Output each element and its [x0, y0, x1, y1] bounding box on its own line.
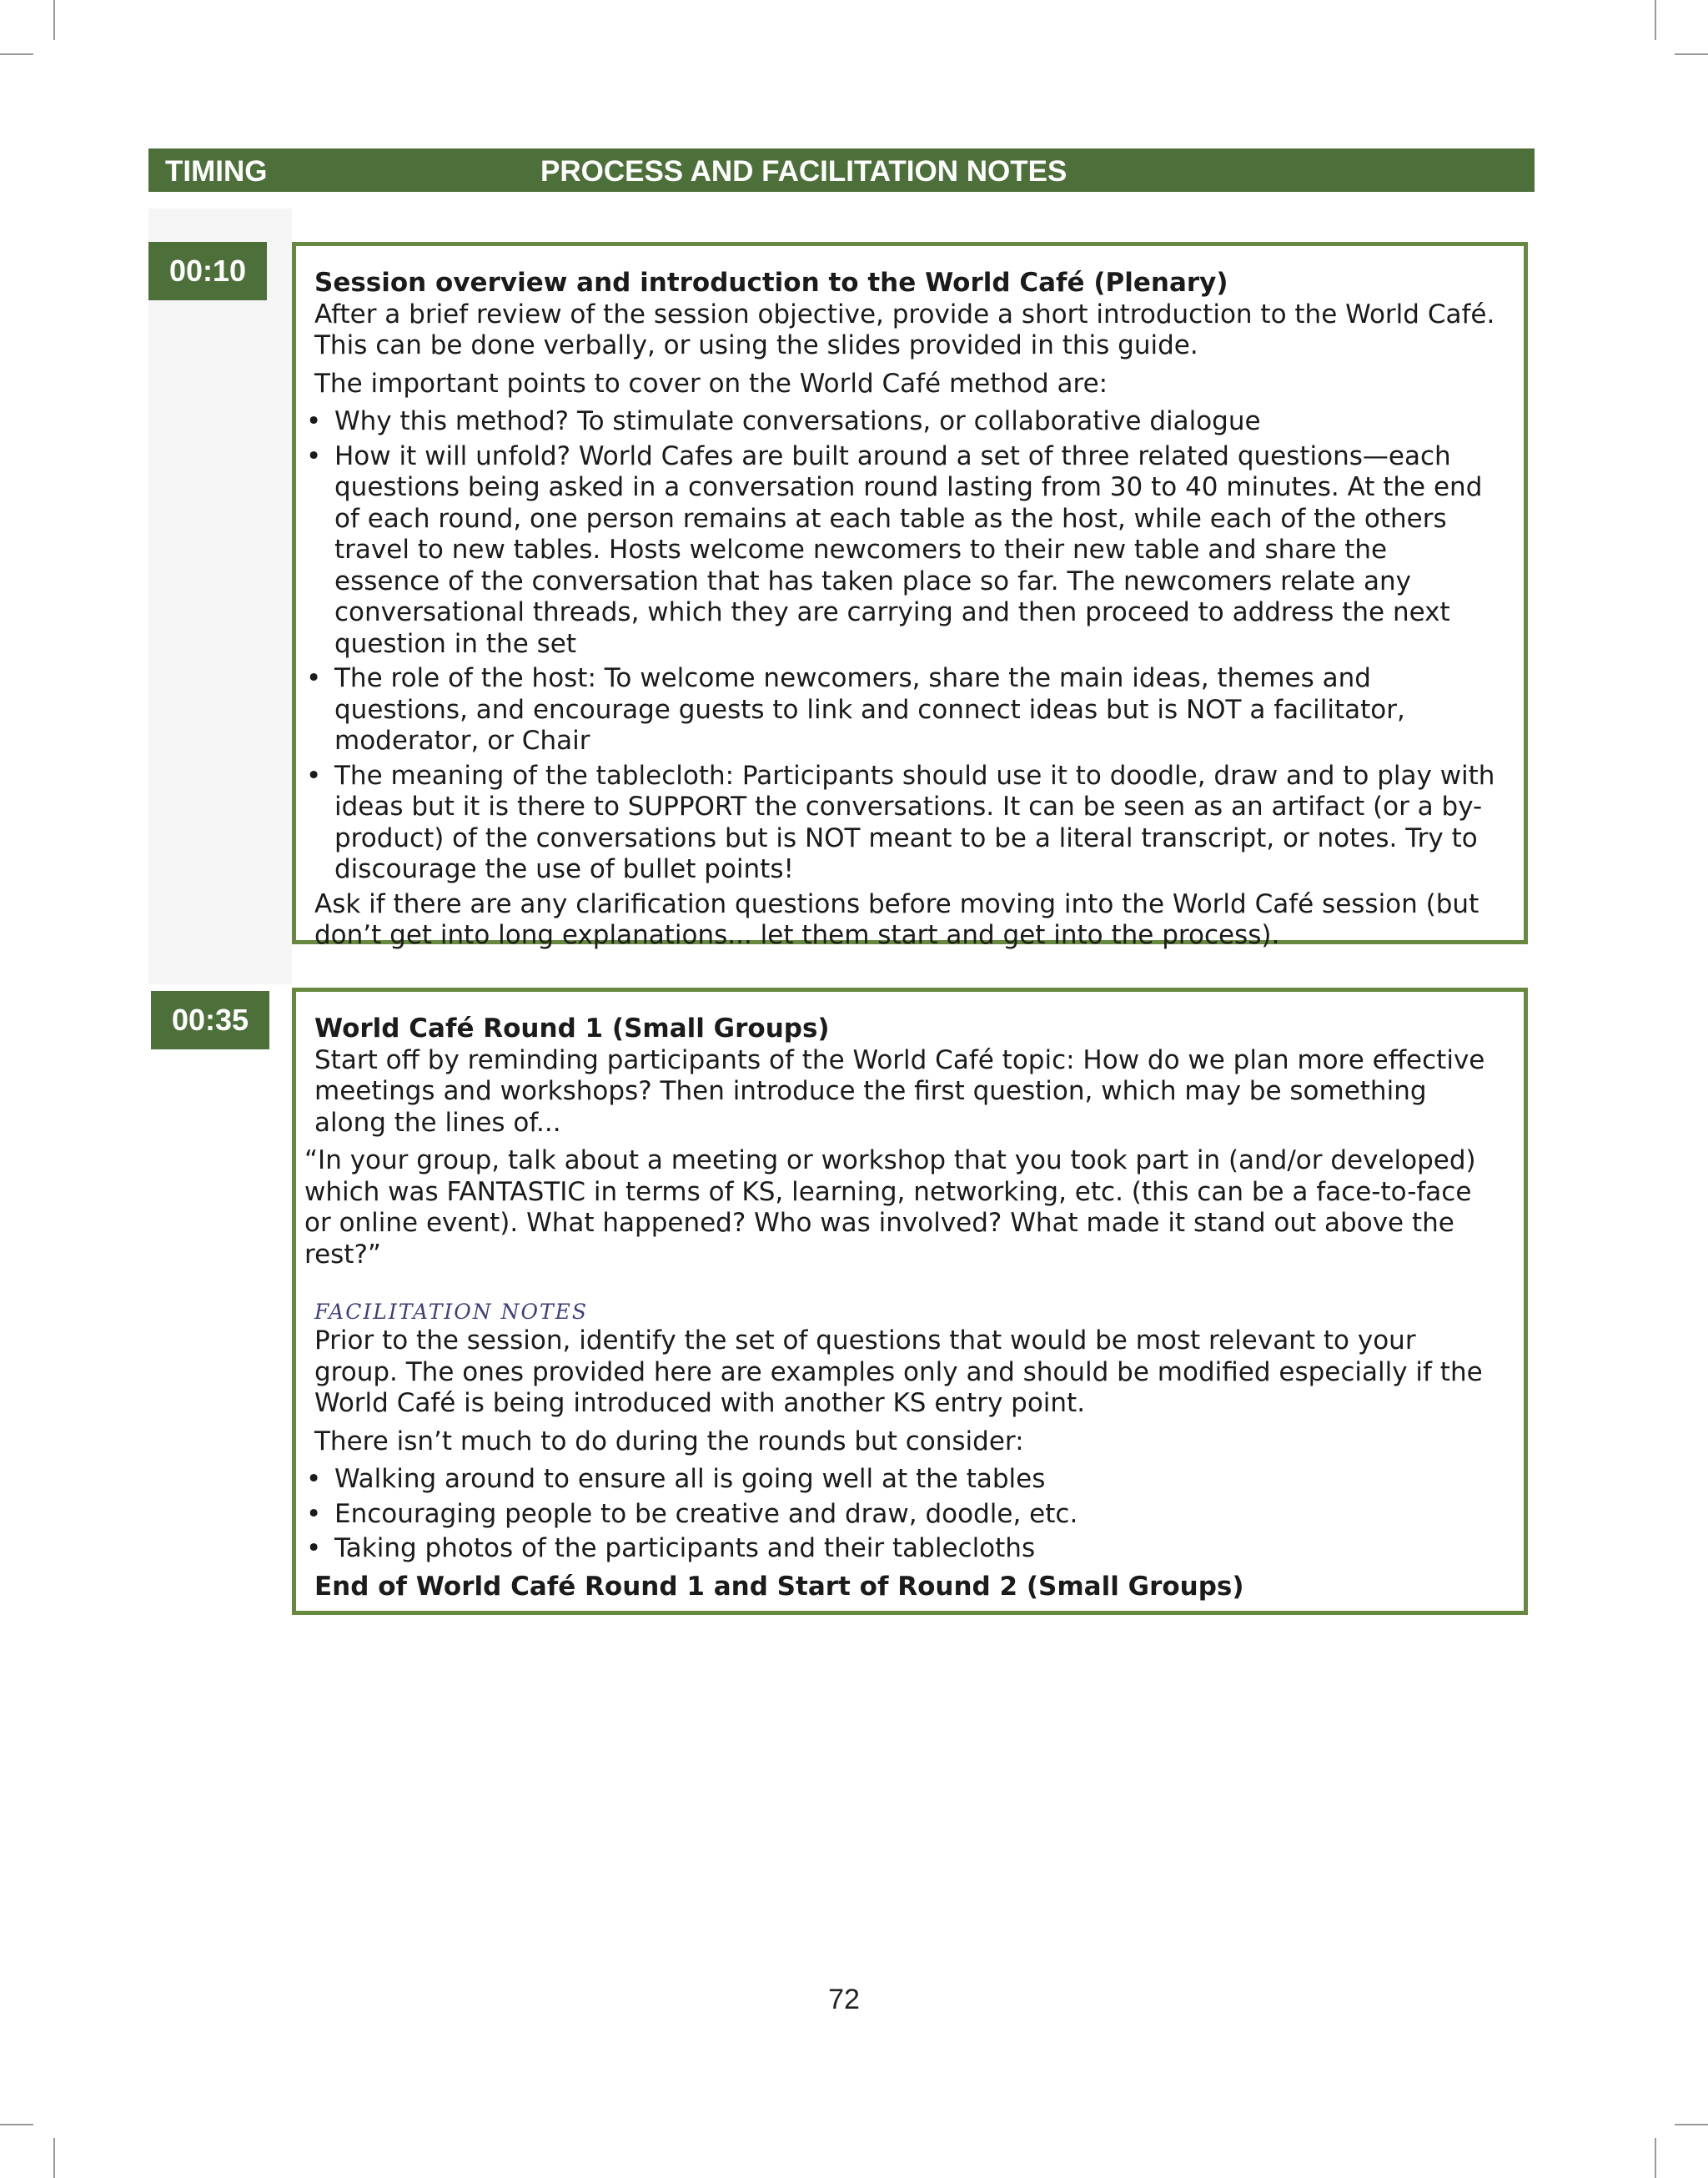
list-item: • Taking photos of the participants and their tablecloths: [299, 1533, 1499, 1565]
timing-column-header: TIMING: [165, 155, 268, 188]
crop-mark: [0, 2124, 33, 2125]
bullet-list: [299, 406, 1499, 886]
crop-mark: [53, 2138, 55, 2178]
section-notes-box: [292, 988, 1528, 1615]
crop-mark: [1655, 2138, 1656, 2178]
list-item: • Why this method? To stimulate conversations, or collaborative dialogue: [299, 406, 1499, 438]
crop-mark: [53, 0, 55, 40]
crop-mark: [1675, 2124, 1708, 2125]
process-column-header: PROCESS AND FACILITATION NOTES: [540, 155, 1068, 188]
section-closing: Ask if there are any clarification questions before moving into the World Café session (but don’t get into long explanations... let them start and get into the process).: [314, 888, 1479, 950]
facilitation-text: Prior to the session, identify the set of questions that would be most relevant to your group. The ones provided here are examples only and should be modified especially if the World Café is being introduced with another KS entry point.: [314, 1325, 1483, 1418]
list-item: • Walking around to ensure all is going well at the tables: [299, 1464, 1499, 1496]
page-number: 72: [828, 1984, 860, 2015]
time-badge: 00:10: [148, 242, 267, 300]
list-item: • The meaning of the tablecloth: Participants should use it to doodle, draw and to play with ideas but it is there to SUPPORT the conversations. It can be seen as an artifact (or a by-product) of the conversations but is NOT meant to be a literal transcript, or notes. Try to discourage the use of bullet points!: [299, 761, 1499, 886]
section-end-line: End of World Café Round 1 and Start of Round 2 (Small Groups): [314, 1571, 1244, 1602]
list-item: • How it will unfold? World Cafes are built around a set of three related questions—each questions being asked in a conversation round lasting from 30 to 40 minutes. At the end of each round, one person remains at each table as the host, while each of the others travel to new tables. Hosts welcome newcomers to their new table and share the essence of the conversation that has taken place so far. The newcomers relate any conversational threads, which they are carrying and then proceed to address the next question in the set: [299, 441, 1499, 661]
facilitation-notes-label: FACILITATION NOTES: [314, 1300, 588, 1324]
time-badge: 00:35: [151, 991, 269, 1049]
bullet-list: [299, 1464, 1499, 1565]
rounds-intro: There isn’t much to do during the rounds but consider:: [314, 1426, 1024, 1456]
points-intro: The important points to cover on the World Café method are:: [314, 368, 1108, 399]
list-item: • Encouraging people to be creative and draw, doodle, etc.: [299, 1499, 1499, 1531]
section-intro: After a brief review of the session objective, provide a short introduction to the World Café. This can be done verbally, or using the slides provided in this guide.: [314, 299, 1495, 360]
section-intro: Start off by reminding participants of the World Café topic: How do we plan more effective meetings and workshops? Then introduce the first question, which may be something along the lines of...: [314, 1044, 1485, 1138]
discussion-question: “In your group, talk about a meeting or workshop that you took part in (and/or developed) which was FANTASTIC in terms of KS, learning, networking, etc. (this can be a face-to-face or online event). What happened? Who was involved? What made it stand out above the rest?”: [304, 1145, 1476, 1270]
section-title: World Café Round 1 (Small Groups): [314, 1014, 830, 1044]
section-title: Session overview and introduction to the World Café (Plenary): [314, 268, 1228, 298]
crop-mark: [1655, 0, 1656, 40]
section-notes-box: [292, 242, 1528, 950]
crop-mark: [0, 53, 33, 55]
table-header-bar: [148, 148, 1535, 192]
crop-mark: [1675, 53, 1708, 55]
list-item: • The role of the host: To welcome newcomers, share the main ideas, themes and questions, and encourage guests to link and connect ideas but is NOT a facilitator, moderator, or Chair: [299, 663, 1499, 757]
timing-column-shade: [148, 209, 292, 984]
